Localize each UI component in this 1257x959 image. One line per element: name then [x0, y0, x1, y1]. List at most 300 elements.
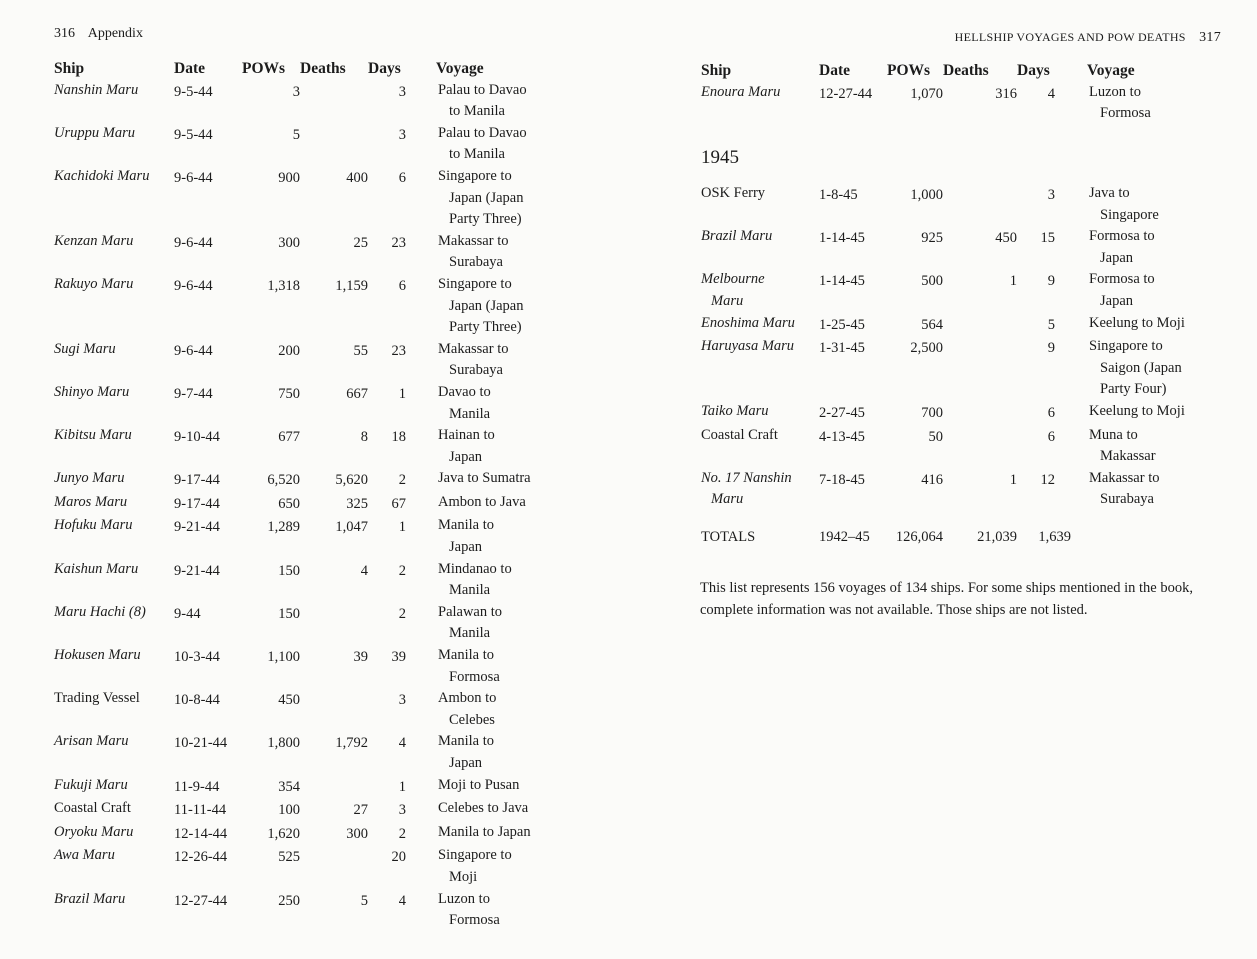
deaths-cell	[300, 688, 368, 731]
table-row	[701, 313, 1225, 337]
page-number: 316	[54, 26, 75, 41]
running-head-left	[54, 26, 143, 42]
voyage-line: Japan (Japan	[449, 297, 524, 314]
ship-name: Maros Maru	[54, 493, 128, 510]
ship-name	[701, 269, 819, 312]
days-cell: 5	[1047, 316, 1055, 333]
pows-cell: 3	[292, 83, 300, 100]
pows-cell: 250	[278, 892, 300, 909]
voyage-cell	[426, 645, 574, 688]
voyage-line: Formosa	[1100, 105, 1151, 122]
table-row	[701, 82, 1225, 125]
deaths-cell	[943, 401, 1017, 425]
date-cell: 12-27-44	[819, 85, 873, 102]
voyage-cell	[426, 889, 574, 932]
pows-cell: 677	[278, 429, 300, 446]
table-row	[54, 382, 574, 425]
voyage-cell	[1075, 401, 1225, 425]
totals-date: 1942–45	[819, 529, 870, 545]
ship-name: Junyo Maru	[54, 470, 125, 487]
date-cell: 1-25-45	[819, 316, 865, 333]
ship-name: Kibitsu Maru	[54, 427, 132, 444]
date-cell: 9-6-44	[174, 234, 213, 251]
ship-name: Coastal Craft	[54, 800, 131, 817]
column-header-date: Date	[819, 62, 850, 79]
voyage-line: Celebes to Java	[438, 800, 529, 817]
ship-name: Rakuyo Maru	[54, 275, 134, 292]
table-row	[701, 336, 1225, 401]
table-row	[54, 515, 574, 558]
ship-name: Awa Maru	[54, 847, 115, 864]
table-row	[54, 123, 574, 166]
days-cell: 9	[1047, 273, 1055, 290]
voyage-line: to Manila	[449, 146, 505, 163]
voyage-cell	[426, 602, 574, 645]
pows-cell: 1,289	[267, 519, 300, 536]
voyage-cell	[426, 339, 574, 382]
ship-name: Oryoku Maru	[54, 823, 134, 840]
days-cell: 3	[398, 802, 406, 819]
ship-name: Uruppu Maru	[54, 124, 135, 141]
pows-cell: 1,800	[267, 735, 300, 752]
voyage-line: Party Three)	[449, 319, 522, 336]
deaths-cell	[300, 775, 368, 799]
voyage-line: Moji	[449, 868, 478, 885]
deaths-cell: 39	[353, 649, 368, 666]
voyage-line: Java to Sumatra	[438, 470, 531, 487]
voyage-cell	[426, 731, 574, 774]
voyage-cell	[1075, 269, 1225, 312]
voyage-line: Manila	[449, 582, 491, 599]
voyage-line: Makassar	[1100, 448, 1156, 465]
voyage-cell	[426, 798, 574, 822]
table-row	[54, 822, 574, 846]
voyage-line: Manila	[449, 625, 491, 642]
ship-name: Hofuku Maru	[54, 517, 133, 534]
pows-cell: 450	[278, 692, 300, 709]
voyage-line: Luzon to	[438, 890, 490, 907]
voyage-line: Palau to Davao	[438, 124, 527, 141]
voyage-line: Manila to	[438, 733, 494, 750]
date-cell: 9-5-44	[174, 126, 213, 143]
pows-cell: 750	[278, 385, 300, 402]
pows-cell: 1,100	[267, 649, 300, 666]
deaths-cell: 1,047	[335, 519, 368, 536]
pows-cell: 150	[278, 605, 300, 622]
deaths-cell	[943, 313, 1017, 337]
deaths-cell: 316	[995, 85, 1017, 102]
totals-deaths: 21,039	[977, 529, 1017, 545]
voyage-line: Surabaya	[449, 362, 503, 379]
days-cell: 67	[391, 495, 406, 512]
table-row	[54, 688, 574, 731]
voyage-cell	[1075, 82, 1225, 125]
column-header-ship: Ship	[54, 60, 85, 77]
date-cell: 11-11-44	[174, 802, 227, 819]
voyage-cell	[426, 123, 574, 166]
left-page	[0, 0, 628, 959]
deaths-cell: 325	[346, 495, 368, 512]
deaths-cell	[300, 602, 368, 645]
table-row	[701, 425, 1225, 468]
voyage-cell	[1075, 336, 1225, 401]
column-header-days: Days	[368, 60, 401, 77]
ship-name: Fukuji Maru	[54, 776, 128, 793]
deaths-cell: 8	[360, 429, 368, 446]
voyage-cell	[1075, 313, 1225, 337]
voyage-cell	[426, 775, 574, 799]
column-header-date: Date	[174, 60, 205, 77]
days-cell: 4	[1047, 85, 1055, 102]
table-row	[54, 845, 574, 888]
ship-name: Kaishun Maru	[54, 560, 139, 577]
date-cell: 7-18-45	[819, 471, 865, 488]
ship-name: Hokusen Maru	[54, 647, 141, 664]
column-header-ship: Ship	[701, 62, 732, 79]
voyage-line: Formosa	[449, 912, 500, 929]
table-row	[54, 731, 574, 774]
table-row	[54, 80, 574, 123]
voyage-line: Manila	[449, 405, 491, 422]
date-cell: 12-27-44	[174, 892, 228, 909]
voyage-table-left	[54, 58, 574, 932]
date-cell: 9-21-44	[174, 562, 220, 579]
totals-pows: 126,064	[895, 529, 943, 545]
table-row	[701, 468, 1225, 511]
voyage-cell	[1075, 183, 1225, 226]
table-header-row	[54, 58, 574, 80]
ship-name: Taiko Maru	[701, 402, 769, 419]
days-cell: 12	[1040, 471, 1055, 488]
ship-name: OSK Ferry	[701, 185, 766, 201]
voyage-line: Party Three)	[449, 211, 522, 228]
days-cell: 23	[391, 234, 406, 251]
days-cell: 9	[1047, 340, 1055, 357]
days-cell: 1	[398, 385, 406, 402]
voyage-cell	[426, 845, 574, 888]
voyage-line: to Manila	[449, 103, 505, 120]
table-row	[54, 492, 574, 516]
days-cell: 2	[398, 605, 406, 622]
ship-name-line: Maru	[711, 491, 744, 508]
ship-name: Kachidoki Maru	[54, 167, 150, 184]
voyage-line: Singapore to	[438, 847, 512, 864]
pows-cell: 564	[921, 316, 943, 333]
voyage-line: Keelung to Moji	[1089, 314, 1185, 331]
voyage-cell	[426, 822, 574, 846]
date-cell: 1-31-45	[819, 340, 865, 357]
table-row	[54, 559, 574, 602]
voyage-line: Surabaya	[449, 254, 503, 271]
date-cell: 1-14-45	[819, 273, 865, 290]
pows-cell: 5	[292, 126, 300, 143]
table-row	[54, 645, 574, 688]
deaths-cell: 1	[1009, 273, 1017, 290]
column-header-deaths: Deaths	[943, 62, 989, 79]
voyage-cell	[1075, 425, 1225, 468]
date-cell: 12-26-44	[174, 849, 228, 866]
column-header-pows: POWs	[242, 60, 286, 77]
days-cell: 6	[398, 277, 406, 294]
voyage-line: Makassar to	[438, 232, 509, 249]
voyage-line: Formosa	[449, 668, 500, 685]
pows-cell: 50	[928, 428, 943, 445]
pows-cell: 1,000	[910, 187, 943, 203]
pows-cell: 416	[921, 471, 943, 488]
ship-name-line: No. 17 Nanshin	[701, 469, 792, 486]
days-cell: 1	[398, 778, 406, 795]
ship-name: Trading Vessel	[54, 690, 140, 707]
voyage-cell	[1075, 468, 1225, 511]
pows-cell: 925	[921, 230, 943, 247]
date-cell: 9-44	[174, 605, 201, 622]
days-cell: 15	[1040, 230, 1055, 247]
deaths-cell: 300	[346, 825, 368, 842]
deaths-cell: 667	[346, 385, 368, 402]
days-cell: 3	[398, 83, 406, 100]
table-row	[54, 775, 574, 799]
voyage-cell	[1075, 226, 1225, 269]
days-cell: 20	[391, 849, 406, 866]
column-header-deaths: Deaths	[300, 60, 346, 77]
ship-name-line: Melbourne	[701, 271, 765, 288]
voyage-line: Singapore	[1100, 206, 1159, 223]
voyage-line: Party Four)	[1100, 381, 1167, 398]
date-cell: 9-6-44	[174, 169, 213, 186]
deaths-cell: 1	[1009, 471, 1017, 488]
date-cell: 10-3-44	[174, 649, 220, 666]
table-row	[701, 269, 1225, 312]
table-row	[54, 425, 574, 468]
days-cell: 4	[398, 735, 406, 752]
pows-cell: 700	[921, 404, 943, 421]
voyage-cell	[426, 231, 574, 274]
totals-label: TOTALS	[701, 529, 756, 545]
date-cell: 4-13-45	[819, 428, 865, 445]
ship-name: Brazil Maru	[54, 890, 126, 907]
ship-name	[701, 468, 819, 511]
deaths-cell: 400	[346, 169, 368, 186]
date-cell: 10-21-44	[174, 735, 228, 752]
pows-cell: 650	[278, 495, 300, 512]
days-cell: 1	[398, 519, 406, 536]
voyage-cell	[426, 492, 574, 516]
voyage-cell	[426, 166, 574, 231]
voyage-cell	[426, 274, 574, 339]
days-cell: 6	[398, 169, 406, 186]
running-head-title: Appendix	[87, 26, 143, 41]
voyage-line: Japan (Japan	[449, 189, 524, 206]
voyage-line: Hainan to	[438, 427, 495, 444]
date-cell: 9-6-44	[174, 342, 213, 359]
deaths-cell: 4	[360, 562, 368, 579]
table-header-row	[701, 60, 1225, 82]
voyage-cell	[426, 382, 574, 425]
voyage-line: Ambon to Java	[438, 493, 526, 510]
pows-cell: 1,318	[267, 277, 300, 294]
ship-name: Maru Hachi (8)	[54, 603, 146, 620]
days-cell: 2	[398, 825, 406, 842]
date-cell: 9-21-44	[174, 519, 220, 536]
running-head-right	[955, 30, 1221, 46]
voyage-cell	[426, 515, 574, 558]
voyage-line: Japan	[449, 448, 483, 465]
voyage-line: Celebes	[449, 711, 495, 728]
deaths-cell: 5,620	[335, 472, 368, 489]
voyage-line: Manila to Japan	[438, 823, 531, 840]
voyage-line: Manila to	[438, 517, 494, 534]
days-cell: 6	[1047, 428, 1055, 445]
voyage-line: Japan	[1100, 249, 1134, 266]
voyage-cell	[426, 425, 574, 468]
days-cell: 4	[398, 892, 406, 909]
voyage-line: Surabaya	[1100, 491, 1154, 508]
table-row	[54, 166, 574, 231]
days-cell: 3	[1047, 187, 1055, 203]
voyage-line: Ambon to	[438, 690, 497, 707]
ship-name: Enoshima Maru	[701, 314, 795, 331]
pows-cell: 2,500	[910, 340, 943, 357]
ship-name: Enoura Maru	[701, 83, 781, 100]
pows-cell: 200	[278, 342, 300, 359]
footnote: This list represents 156 voyages of 134 ships. For some ships mentioned in the book, complete information was not available. Those ships are not listed.	[700, 580, 1193, 618]
deaths-cell: 1,792	[335, 735, 368, 752]
column-header-days: Days	[1017, 62, 1050, 79]
days-cell: 3	[398, 692, 406, 709]
date-cell: 2-27-45	[819, 404, 865, 421]
ship-name: Shinyo Maru	[54, 383, 130, 400]
pows-cell: 525	[278, 849, 300, 866]
deaths-cell	[943, 425, 1017, 468]
voyage-line: Keelung to Moji	[1089, 402, 1185, 419]
ship-name: Sugi Maru	[54, 340, 116, 357]
date-cell: 11-9-44	[174, 778, 220, 795]
voyage-table-right	[701, 60, 1225, 125]
table-row	[701, 401, 1225, 425]
days-cell: 2	[398, 472, 406, 489]
voyage-table-1945	[701, 183, 1225, 511]
deaths-cell	[943, 183, 1017, 226]
pows-cell: 500	[921, 273, 943, 290]
days-cell: 6	[1047, 404, 1055, 421]
deaths-cell: 25	[353, 234, 368, 251]
deaths-cell	[300, 80, 368, 123]
date-cell: 9-17-44	[174, 472, 220, 489]
deaths-cell	[943, 336, 1017, 401]
days-cell: 3	[398, 126, 406, 143]
pows-cell: 354	[278, 778, 300, 795]
table-row	[54, 274, 574, 339]
pows-cell: 300	[278, 234, 300, 251]
table-row	[54, 339, 574, 382]
voyage-line: Singapore to	[1089, 338, 1163, 355]
table-row	[701, 183, 1225, 226]
voyage-cell	[426, 559, 574, 602]
ship-name: Haruyasa Maru	[701, 338, 795, 355]
ship-name: Kenzan Maru	[54, 232, 134, 249]
voyage-line: Manila to	[438, 647, 494, 664]
voyage-line: Singapore to	[438, 275, 512, 292]
totals-row	[701, 527, 1225, 549]
voyage-cell	[426, 468, 574, 492]
voyage-line: Singapore to	[438, 167, 512, 184]
days-cell: 2	[398, 562, 406, 579]
right-page	[628, 0, 1257, 959]
totals-days: 1,639	[1038, 529, 1071, 545]
pows-cell: 1,070	[910, 85, 943, 102]
voyage-line: Makassar to	[438, 340, 509, 357]
ship-name: Nanshin Maru	[54, 81, 139, 98]
deaths-cell: 55	[353, 342, 368, 359]
voyage-line: Japan	[1100, 292, 1134, 309]
voyage-line: Palawan to	[438, 603, 503, 620]
pows-cell: 900	[278, 169, 300, 186]
voyage-line: Muna to	[1089, 426, 1138, 443]
voyage-cell	[426, 80, 574, 123]
deaths-cell: 27	[353, 802, 368, 819]
deaths-cell: 1,159	[335, 277, 368, 294]
date-cell: 9-6-44	[174, 277, 213, 294]
totals-table	[701, 527, 1225, 549]
ship-name: Coastal Craft	[701, 426, 778, 443]
voyage-line: Formosa to	[1089, 271, 1155, 288]
deaths-cell	[300, 845, 368, 888]
ship-name: Brazil Maru	[701, 228, 773, 245]
voyage-line: Java to	[1089, 185, 1130, 201]
voyage-line: Makassar to	[1089, 469, 1160, 486]
deaths-cell: 450	[995, 230, 1017, 247]
days-cell: 23	[391, 342, 406, 359]
voyage-cell	[426, 688, 574, 731]
ship-name-line: Maru	[711, 292, 744, 309]
voyage-line: Japan	[449, 755, 483, 771]
column-header-voyage: Voyage	[436, 60, 484, 77]
voyage-line: Palau to Davao	[438, 81, 527, 98]
column-header-pows: POWs	[887, 62, 931, 79]
column-header-voyage: Voyage	[1087, 62, 1135, 79]
date-cell: 1-8-45	[819, 187, 858, 203]
date-cell: 9-7-44	[174, 385, 213, 402]
ship-name: Arisan Maru	[54, 733, 129, 750]
voyage-line: Saigon (Japan	[1100, 359, 1182, 376]
voyage-line: Formosa to	[1089, 228, 1155, 245]
table-row	[54, 231, 574, 274]
voyage-line: Mindanao to	[438, 560, 512, 577]
voyage-line: Moji to Pusan	[438, 776, 520, 793]
date-cell: 1-14-45	[819, 230, 865, 247]
page-number: 317	[1199, 30, 1221, 45]
year-heading: 1945	[701, 147, 739, 168]
table-row	[54, 602, 574, 645]
table-row	[54, 468, 574, 492]
pows-cell: 150	[278, 562, 300, 579]
days-cell: 39	[391, 649, 406, 666]
date-cell: 9-5-44	[174, 83, 213, 100]
pows-cell: 100	[278, 802, 300, 819]
voyage-line: Japan	[449, 539, 483, 556]
totals-empty	[1075, 527, 1225, 549]
deaths-cell	[300, 123, 368, 166]
voyage-line: Davao to	[438, 383, 491, 400]
deaths-cell: 5	[360, 892, 368, 909]
days-cell: 18	[391, 429, 406, 446]
voyage-line: Luzon to	[1089, 83, 1141, 100]
date-cell: 9-10-44	[174, 429, 220, 446]
date-cell: 10-8-44	[174, 692, 220, 709]
running-head-title: HELLSHIP VOYAGES AND POW DEATHS	[954, 30, 1186, 44]
date-cell: 12-14-44	[174, 825, 228, 842]
table-row	[54, 889, 574, 932]
